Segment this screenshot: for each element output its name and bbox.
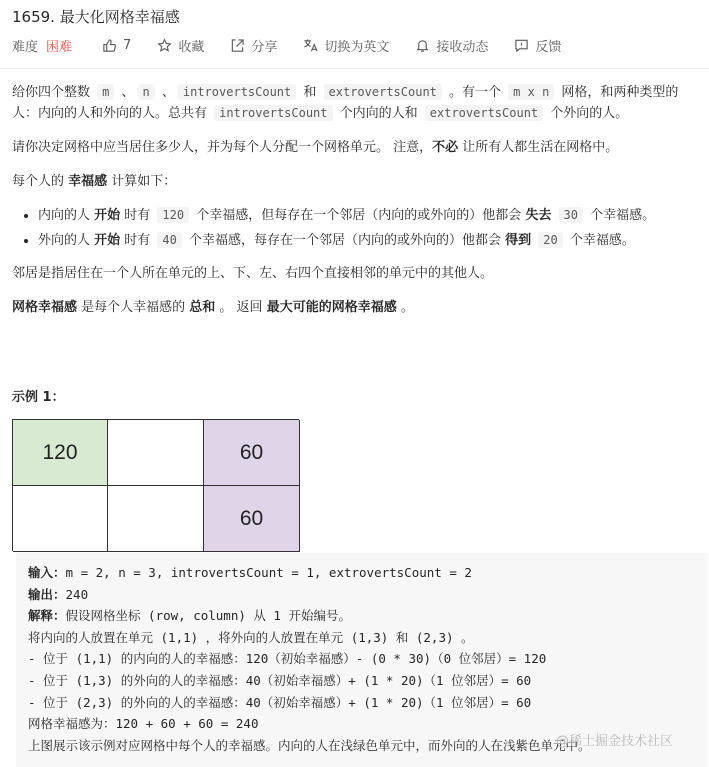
problem-meta-bar <box>12 35 587 55</box>
inline-code: introvertsCount <box>178 84 296 100</box>
collect-button[interactable] <box>157 36 204 55</box>
bell-icon <box>415 38 430 53</box>
example-title: 示例 1： <box>12 390 65 405</box>
translate-label: 切换为英文 <box>324 39 390 55</box>
grid-cell-empty <box>13 486 108 552</box>
problem-description <box>12 82 702 331</box>
difficulty <box>12 36 72 55</box>
problem-title: 1659. 最大化网格幸福感 <box>12 8 180 26</box>
description-paragraph-1: 给你四个整数 m 、 n 、 introvertsCount 和 extrovertsCount 。有一个 m x n 网格，和两种类型的人：内向的人和外向的人。总共有 introvertsCount 个内向的人和 extrovertsCount 个外向的人。 <box>12 85 679 121</box>
example-explain-detail: - 位于 (2,3) 的外向的人的幸福感：40（初始幸福感）+ (1 * 20)（1 位邻居）= 60 <box>28 694 532 710</box>
inline-code: 40 <box>157 232 181 248</box>
description-paragraph-5: 网格幸福感 是每个人幸福感的 总和 。 返回 最大可能的网格幸福感 。 <box>12 300 414 315</box>
inline-code: m <box>97 84 114 100</box>
inline-code: 20 <box>538 232 562 248</box>
difficulty-label: 难度 <box>12 39 39 55</box>
translate-button[interactable] <box>303 36 389 55</box>
example-grid-image <box>12 419 299 551</box>
share-button[interactable] <box>230 36 277 55</box>
grid-cell-empty <box>108 420 204 486</box>
inline-code: introvertsCount <box>214 105 332 121</box>
example-explain-detail: 将内向的人放置在单元 (1,1) ，将外向的人放置在单元 (1,3) 和 (2,3) 。 <box>28 629 474 645</box>
example-explain-detail: - 位于 (1,3) 的外向的人的幸福感：40（初始幸福感）+ (1 * 20)（1 位邻居）= 60 <box>28 672 532 688</box>
inline-code: extrovertsCount <box>425 105 543 121</box>
inline-code: m x n <box>508 84 554 100</box>
share-label: 分享 <box>251 39 278 55</box>
like-button[interactable] <box>102 38 131 53</box>
rule-introvert: • 内向的人 开始 时有 120 个幸福感，但每存在一个邻居（内向的或外向的）他都会 失去 30 个幸福感。 <box>38 205 702 226</box>
example-explain-line: 解释：假设网格坐标 (row, column) 从 1 开始编号。 <box>28 608 351 624</box>
inline-code: extrovertsCount <box>324 84 442 100</box>
inline-code: n <box>138 84 155 100</box>
subscribe-button[interactable] <box>415 36 488 55</box>
feedback-icon <box>514 38 529 53</box>
feedback-button[interactable] <box>514 36 561 55</box>
difficulty-value: 困难 <box>46 39 73 55</box>
translate-icon <box>303 38 318 53</box>
inline-code: 30 <box>559 207 583 223</box>
description-paragraph-4: 邻居是指居住在一个人所在单元的上、下、左、右四个直接相邻的单元中的其他人。 <box>12 266 494 281</box>
star-icon <box>157 38 172 53</box>
header-divider <box>0 68 709 69</box>
grid-cell-extrovert: 60 <box>204 420 300 486</box>
rule-extrovert: • 外向的人 开始 时有 40 个幸福感，每存在一个邻居（内向的或外向的）他都会 得到 20 个幸福感。 <box>38 230 702 251</box>
thumbs-up-icon <box>102 38 117 53</box>
collect-label: 收藏 <box>178 39 205 55</box>
rules-list <box>12 205 702 251</box>
share-icon <box>230 38 245 53</box>
feedback-label: 反馈 <box>535 39 562 55</box>
grid-cell-extrovert: 60 <box>204 486 300 552</box>
like-count: 7 <box>123 37 132 53</box>
example-explain-detail: 网格幸福感为：120 + 60 + 60 = 240 <box>28 716 259 732</box>
description-paragraph-2: 请你决定网格中应当居住多少人，并为每个人分配一个网格单元。 注意，不必 让所有人都生活在网格中。 <box>12 140 619 155</box>
inline-code: 120 <box>157 207 189 223</box>
description-paragraph-3: 每个人的 幸福感 计算如下： <box>12 174 177 189</box>
example-input-line: 输入：m = 2, n = 3, introvertsCount = 1, extrovertsCount = 2 <box>28 565 472 580</box>
example-output-line: 输出：240 <box>28 586 89 602</box>
watermark: @稀土掘金技术社区 <box>556 734 674 749</box>
grid-cell-introvert: 120 <box>13 420 108 486</box>
grid-cell-empty <box>108 486 204 552</box>
example-explain-detail: 上图展示该示例对应网格中每个人的幸福感。内向的人在浅绿色单元中，而外向的人在浅紫色单元中。 <box>28 737 591 753</box>
subscribe-label: 接收动态 <box>436 39 489 55</box>
example-explain-detail: - 位于 (1,1) 的内向的人的幸福感：120（初始幸福感）- (0 * 30)（0 位邻居）= 120 <box>28 651 547 667</box>
